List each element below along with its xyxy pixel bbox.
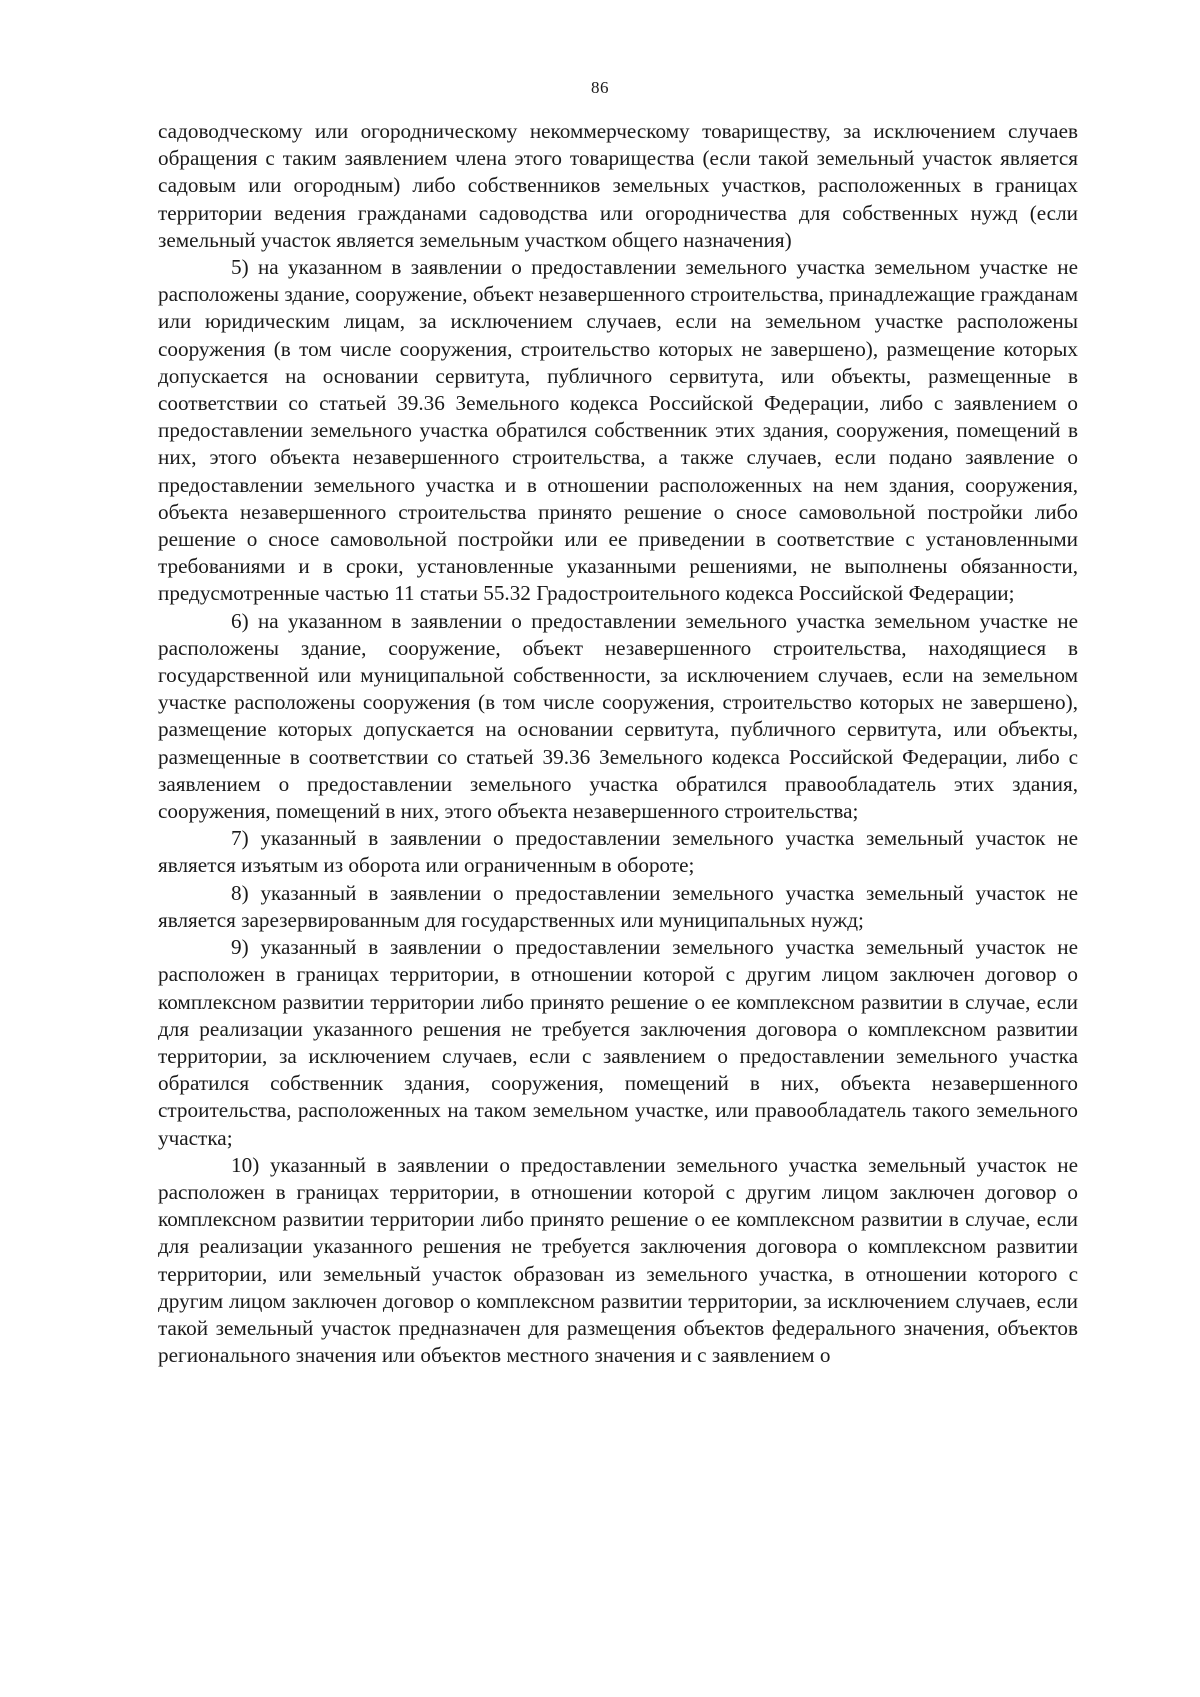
paragraph-item-10: 10) указанный в заявлении о предоставлении земельного участка земельный участок не расположен в границах территории, в отношении которой с другим лицом заключен договор о комплексном развитии территории либо принято решение о ее комплексном развитии в случае, если для реализации указанного решения не требуется заключения договора о комплексном развитии территории, или земельный участок образован из земельного участка, в отношении которого с другим лицом заключен договор о комплексном развитии территории, за исключением случаев, если такой земельный участок предназначен для размещения объектов федерального значения, объектов регионального значения или объектов местного значения и с заявлением о [158, 1152, 1078, 1368]
page-number: 86 [591, 78, 609, 97]
paragraph-item-9: 9) указанный в заявлении о предоставлении земельного участка земельный участок не расположен в границах территории, в отношении которой с другим лицом заключен договор о комплексном развитии территории либо принято решение о ее комплексном развитии в случае, если для реализации указанного решения не требуется заключения договора о комплексном развитии территории, за исключением случаев, если с заявлением о предоставлении земельного участка обратился собственник здания, сооружения, помещений в них, объекта незавершенного строительства, расположенных на таком земельном участке, или правообладатель такого земельного участка; [158, 935, 1078, 1150]
paragraph-continuation: садоводческому или огородническому некоммерческому товариществу, за исключением случаев обращения с таким заявлением члена этого товарищества (если такой земельный участок является садовым или огородным) либо собственников земельных участков, расположенных в границах территории ведения гражданами садоводства или огородничества для собственных нужд (если земельный участок является земельным участком общего назначения) [158, 119, 1078, 252]
paragraph-item-6: 6) на указанном в заявлении о предоставлении земельного участка земельном участке не расположены здание, сооружение, объект незавершенного строительства, находящиеся в государственной или муниципальной собственности, за исключением случаев, если на земельном участке расположены сооружения (в том числе сооружения, строительство которых не завершено), размещение которых допускается на основании сервитута, публичного сервитута, или объекты, размещенные в соответствии со статьей 39.36 Земельного кодекса Российской Федерации, либо с заявлением о предоставлении земельного участка обратился правообладатель этих здания, сооружения, помещений в них, этого объекта незавершенного строительства; [158, 608, 1078, 824]
document-body [158, 118, 1078, 1369]
paragraph-item-8: 8) указанный в заявлении о предоставлении земельного участка земельный участок не является зарезервированным для государственных или муниципальных нужд; [158, 880, 1078, 932]
paragraph-item-7: 7) указанный в заявлении о предоставлении земельного участка земельный участок не является изъятым из оборота или ограниченным в обороте; [158, 826, 1078, 878]
paragraph-item-5: 5) на указанном в заявлении о предоставлении земельного участка земельном участке не расположены здание, сооружение, объект незавершенного строительства, принадлежащие гражданам или юридическим лицам, за исключением случаев, если на земельном участке расположены сооружения (в том числе сооружения, строительство которых не завершено), размещение которых допускается на основании сервитута, публичного сервитута, или объекты, размещенные в соответствии со статьей 39.36 Земельного кодекса Российской Федерации, либо с заявлением о предоставлении земельного участка обратился собственник этих здания, сооружения, помещений в них, этого объекта незавершенного строительства, а также случаев, если подано заявление о предоставлении земельного участка и в отношении расположенных на нем здания, сооружения, объекта незавершенного строительства принято решение о сносе самовольной постройки либо решение о сносе самовольной постройки или ее приведении в соответствие с установленными требованиями и в сроки, установленные указанными решениями, не выполнены обязанности, предусмотренные частью 11 статьи 55.32 Градостроительного кодекса Российской Федерации; [158, 255, 1078, 606]
